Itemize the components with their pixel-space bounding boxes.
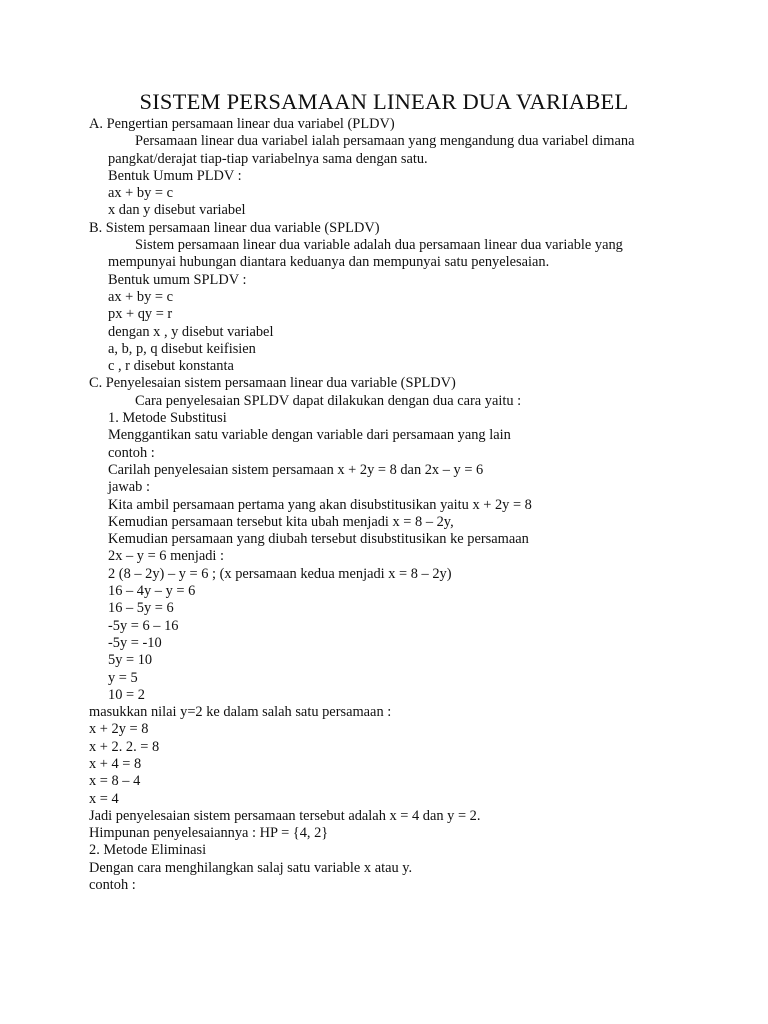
answer-label: jawab : xyxy=(108,479,150,496)
solution-step: 10 = 2 xyxy=(108,686,145,703)
document-title: SISTEM PERSAMAAN LINEAR DUA VARIABEL xyxy=(139,89,629,114)
pldv-equation: ax + by = c xyxy=(108,185,173,202)
spldv-definition-line-1: Sistem persamaan linear dua variable adalah dua persamaan linear dua variable yang xyxy=(135,237,623,254)
spldv-equation-1: ax + by = c xyxy=(108,288,173,305)
solution-step: 5y = 10 xyxy=(108,652,153,669)
solution-step: 16 – 4y – y = 6 xyxy=(108,583,196,600)
section-a-heading: A. Pengertian persamaan linear dua variabel (PLDV) xyxy=(89,116,395,132)
solution-step: y = 5 xyxy=(108,669,138,686)
solution-step: Kemudian persamaan tersebut kita ubah menjadi x = 8 – 2y, xyxy=(108,513,454,530)
substitution-description: Menggantikan satu variable dengan variable dari persamaan yang lain xyxy=(108,427,511,444)
solution-step: x + 4 = 8 xyxy=(89,755,142,772)
solution-step: x = 4 xyxy=(89,790,119,807)
section-b-heading: B. Sistem persamaan linear dua variable (SPLDV) xyxy=(89,219,380,236)
spldv-definition-line-2: mempunyai hubungan diantara keduanya dan mempunyai satu penyelesaian. xyxy=(108,254,550,271)
solution-step: 2 (8 – 2y) – y = 6 ; (x persamaan kedua menjadi x = 8 – 2y) xyxy=(108,565,452,582)
solution-step: x = 8 – 4 xyxy=(89,773,141,790)
spldv-variables-note: dengan x , y disebut variabel xyxy=(108,323,274,340)
spldv-coefficients-note: a, b, p, q disebut keifisien xyxy=(108,340,256,357)
solution-step: x + 2. 2. = 8 xyxy=(89,738,160,755)
elimination-description: Dengan cara menghilangkan salaj satu variable x atau y. xyxy=(89,859,413,876)
pldv-definition-line-1: Persamaan linear dua variabel ialah persamaan yang mengandung dua variabel dimana xyxy=(135,133,635,150)
solution-step: 2x – y = 6 menjadi : xyxy=(108,548,225,565)
solution-step: x + 2y = 8 xyxy=(89,721,149,738)
pldv-general-form-label: Bentuk Umum PLDV : xyxy=(108,167,242,184)
solution-step: Kemudian persamaan yang diubah tersebut disubstitusikan ke persamaan xyxy=(108,531,529,548)
pldv-variables-note: x dan y disebut variabel xyxy=(108,202,246,219)
substitute-back-instruction: masukkan nilai y=2 ke dalam salah satu persamaan : xyxy=(89,704,392,721)
solution-step: -5y = 6 – 16 xyxy=(108,617,179,634)
solution-set: Himpunan penyelesaiannya : HP = {4, 2} xyxy=(89,825,329,842)
solution-conclusion: Jadi penyelesaian sistem persamaan tersebut adalah x = 4 dan y = 2. xyxy=(89,807,481,824)
example-label: contoh : xyxy=(108,444,155,461)
solution-step: 16 – 5y = 6 xyxy=(108,600,174,617)
example-problem: Carilah penyelesaian sistem persamaan x + 2y = 8 dan 2x – y = 6 xyxy=(108,461,484,478)
spldv-equation-2: px + qy = r xyxy=(108,306,173,323)
spldv-general-form-label: Bentuk umum SPLDV : xyxy=(108,271,247,288)
section-c-heading: C. Penyelesaian sistem persamaan linear dua variable (SPLDV) xyxy=(89,375,456,392)
spldv-constants-note: c , r disebut konstanta xyxy=(108,358,234,375)
pldv-definition-line-2: pangkat/derajat tiap-tiap variabelnya sama dengan satu. xyxy=(108,150,428,167)
solution-step: -5y = -10 xyxy=(108,634,162,651)
elimination-method-heading: 2. Metode Eliminasi xyxy=(89,842,207,859)
substitution-method-heading: 1. Metode Substitusi xyxy=(108,410,227,427)
example-label: contoh : xyxy=(89,877,136,894)
solution-step: Kita ambil persamaan pertama yang akan disubstitusikan yaitu x + 2y = 8 xyxy=(108,496,532,513)
document-body xyxy=(0,116,768,894)
solution-methods-intro: Cara penyelesaian SPLDV dapat dilakukan dengan dua cara yaitu : xyxy=(135,392,522,409)
